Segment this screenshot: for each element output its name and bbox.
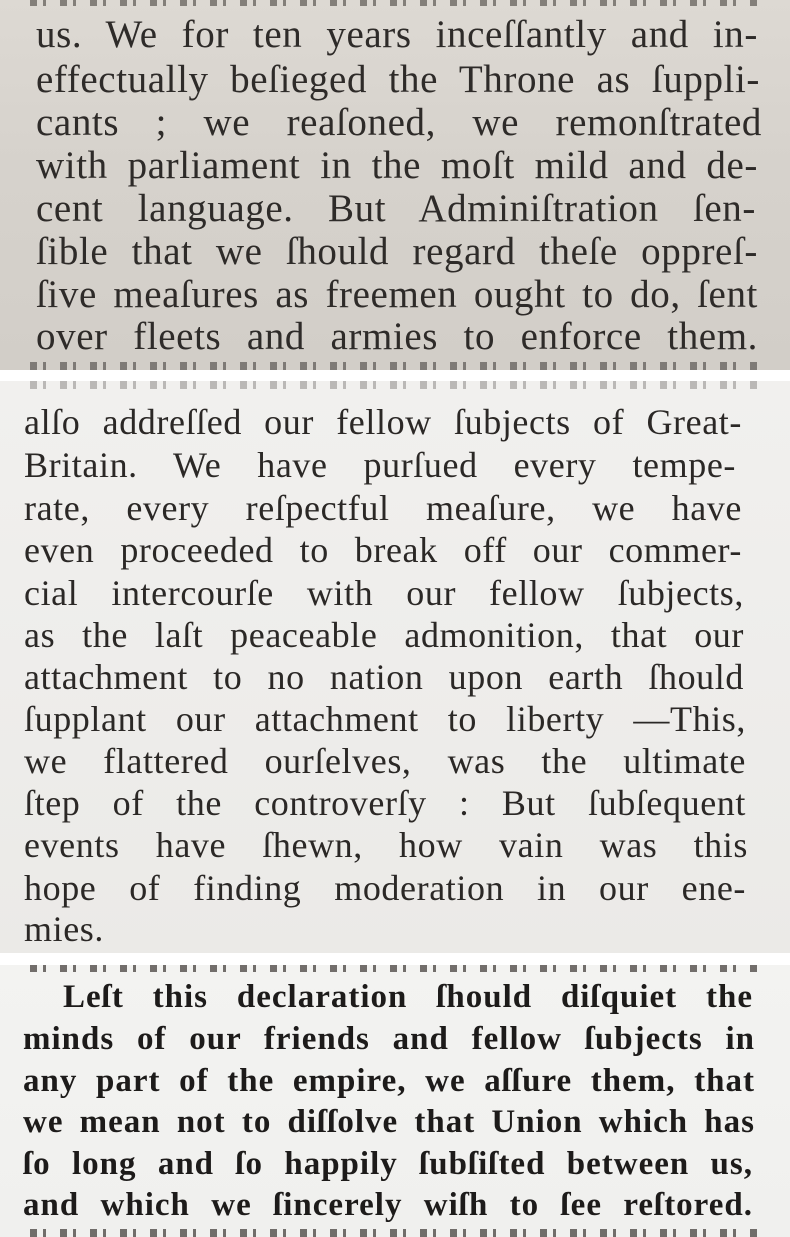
cut-off-text-top [30, 965, 760, 972]
text-line: ſible that we ſhould regard theſe oppreſ- [36, 230, 758, 273]
text-line: attachment to no nation upon earth ſhould [24, 657, 744, 697]
text-line: events have ſhewn, how vain was this [24, 825, 748, 865]
text-line: minds of our friends and fellow ſubjects in [23, 1021, 755, 1057]
text-line: hope of finding moderation in our ene- [24, 868, 746, 908]
text-line: and which we ſincerely wiſh to ſee reſtored. [23, 1187, 753, 1223]
text-line: over fleets and armies to enforce them. [36, 315, 758, 358]
text-line: rate, every reſpectful meaſure, we have [24, 488, 742, 528]
cut-off-text-bottom [30, 1229, 760, 1237]
text-line: we flattered ourſelves, was the ultimate [24, 741, 746, 781]
text-line: alſo addreſſed our fellow ſubjects of Great- [24, 402, 742, 442]
text-line: ſtep of the controverſy : But ſubſequent [24, 783, 746, 823]
text-line: us. We for ten years inceſſantly and in- [36, 13, 758, 56]
newspaper-clipping-1 [0, 0, 790, 370]
text-line: mies. [24, 909, 104, 949]
text-line: we mean not to diſſolve that Union which has [23, 1104, 755, 1140]
text-line: cent language. But Adminiſtration ſen- [36, 187, 756, 230]
newspaper-clipping-3 [0, 965, 790, 1237]
text-line: cial intercourſe with our fellow ſubjects, [24, 573, 744, 613]
text-line: even proceeded to break off our commer- [24, 530, 742, 570]
text-line: with parliament in the moſt mild and de- [36, 144, 758, 187]
newspaper-clipping-2 [0, 381, 790, 953]
text-line: any part of the empire, we aſſure them, that [23, 1063, 755, 1099]
text-line: Britain. We have purſued every tempe- [24, 445, 736, 485]
text-line: cants ; we reaſoned, we remonſtrated [36, 101, 762, 144]
text-line: Leſt this declaration ſhould diſquiet the [63, 979, 753, 1015]
cut-off-text-top [30, 381, 760, 389]
text-line: ſive meaſures as freemen ought to do, ſent [36, 273, 758, 316]
text-line: effectually beſieged the Throne as ſuppli- [36, 58, 760, 101]
cut-off-text-bottom [30, 362, 760, 370]
text-line: ſo long and ſo happily ſubſiſted between us, [23, 1146, 753, 1182]
cut-off-text-top [30, 0, 760, 6]
text-line: as the laſt peaceable admonition, that our [24, 615, 744, 655]
text-line: ſupplant our attachment to liberty —This, [24, 699, 746, 739]
